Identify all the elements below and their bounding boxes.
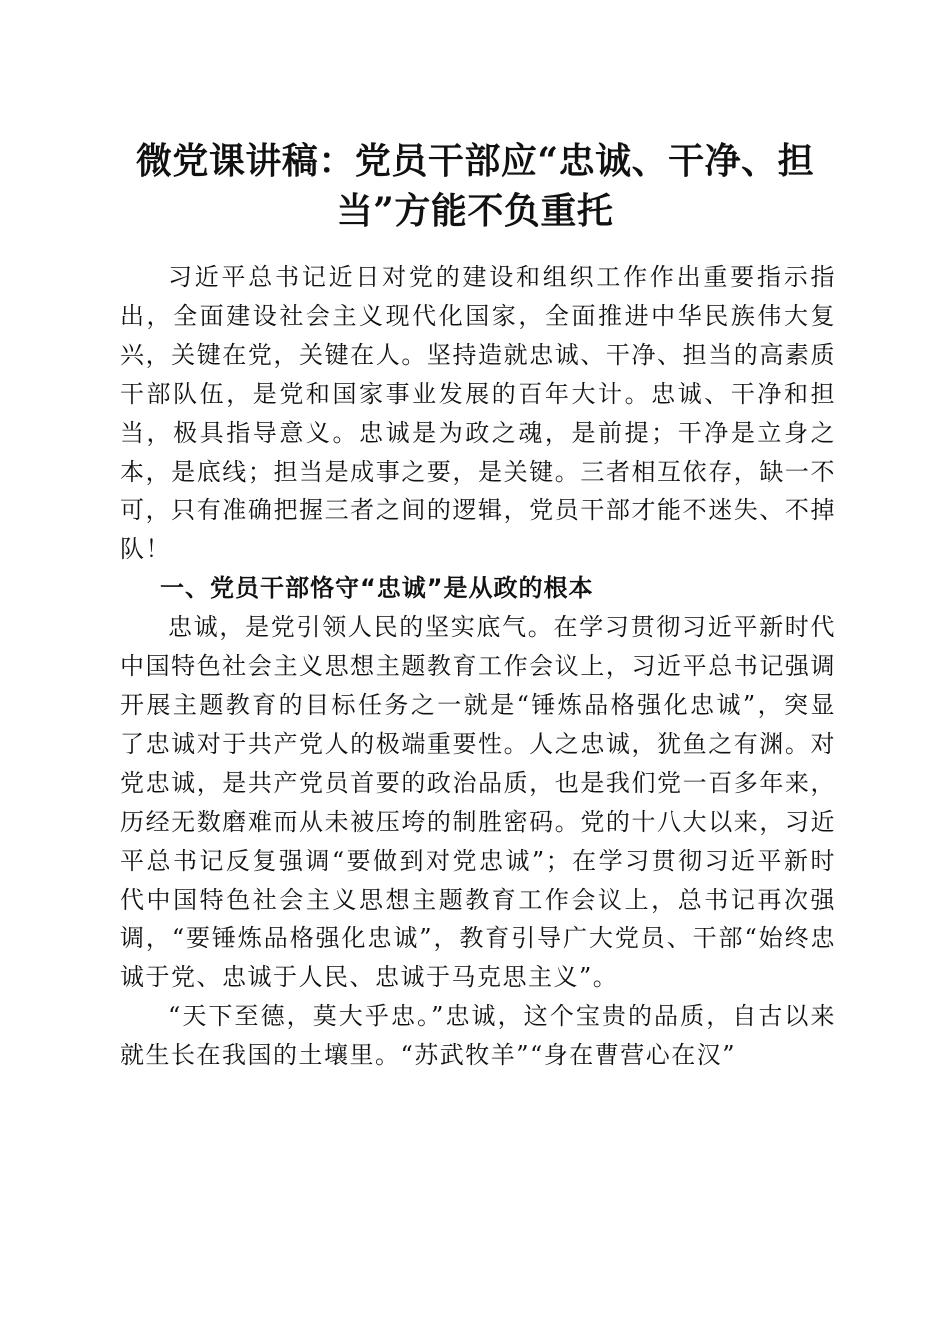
section-paragraph-2: “天下至德，莫大乎忠。”忠诚，这个宝贵的品质，自古以来就生长在我国的土壤里。“苏武牧羊”“身在曹营心在汉” xyxy=(120,1002,836,1070)
intro-paragraph: 习近平总书记近日对党的建设和组织工作作出重要指示指出，全面建设社会主义现代化国家，全面推进中华民族伟大复兴，关键在党，关键在人。坚持造就忠诚、干净、担当的高素质干部队伍，是党和国家事业发展的百年大计。忠诚、干净和担当，极具指导意义。忠诚是为政之魂，是前提；干净是立身之本，是底线；担当是成事之要，是关键。三者相互依存，缺一不可，只有准确把握三者之间的逻辑，党员干部才能不迷失、不掉队！ xyxy=(120,263,836,564)
section-paragraph-1: 忠诚，是党引领人民的坚实底气。在学习贯彻习近平新时代中国特色社会主义思想主题教育工作会议上，习近平总书记强调开展主题教育的目标任务之一就是“锤炼品格强化忠诚”，突显了忠诚对于共产党人的极端重要性。人之忠诚，犹鱼之有渊。对党忠诚，是共产党员首要的政治品质，也是我们党一百多年来，历经无数磨难而从未被压垮的制胜密码。党的十八大以来，习近平总书记反复强调“要做到对党忠诚”；在学习贯彻习近平新时代中国特色社会主义思想主题教育工作会议上，总书记再次强调，“要锤炼品格强化忠诚”，教育引导广大党员、干部“始终忠诚于党、忠诚于人民、忠诚于马克思主义”。 xyxy=(120,613,836,992)
document-body xyxy=(120,258,836,1075)
document-title: 微党课讲稿：党员干部应“忠诚、干净、担当”方能不负重托 xyxy=(135,140,815,232)
section-heading: 一、党员干部恪守“忠诚”是从政的根本 xyxy=(160,574,594,603)
